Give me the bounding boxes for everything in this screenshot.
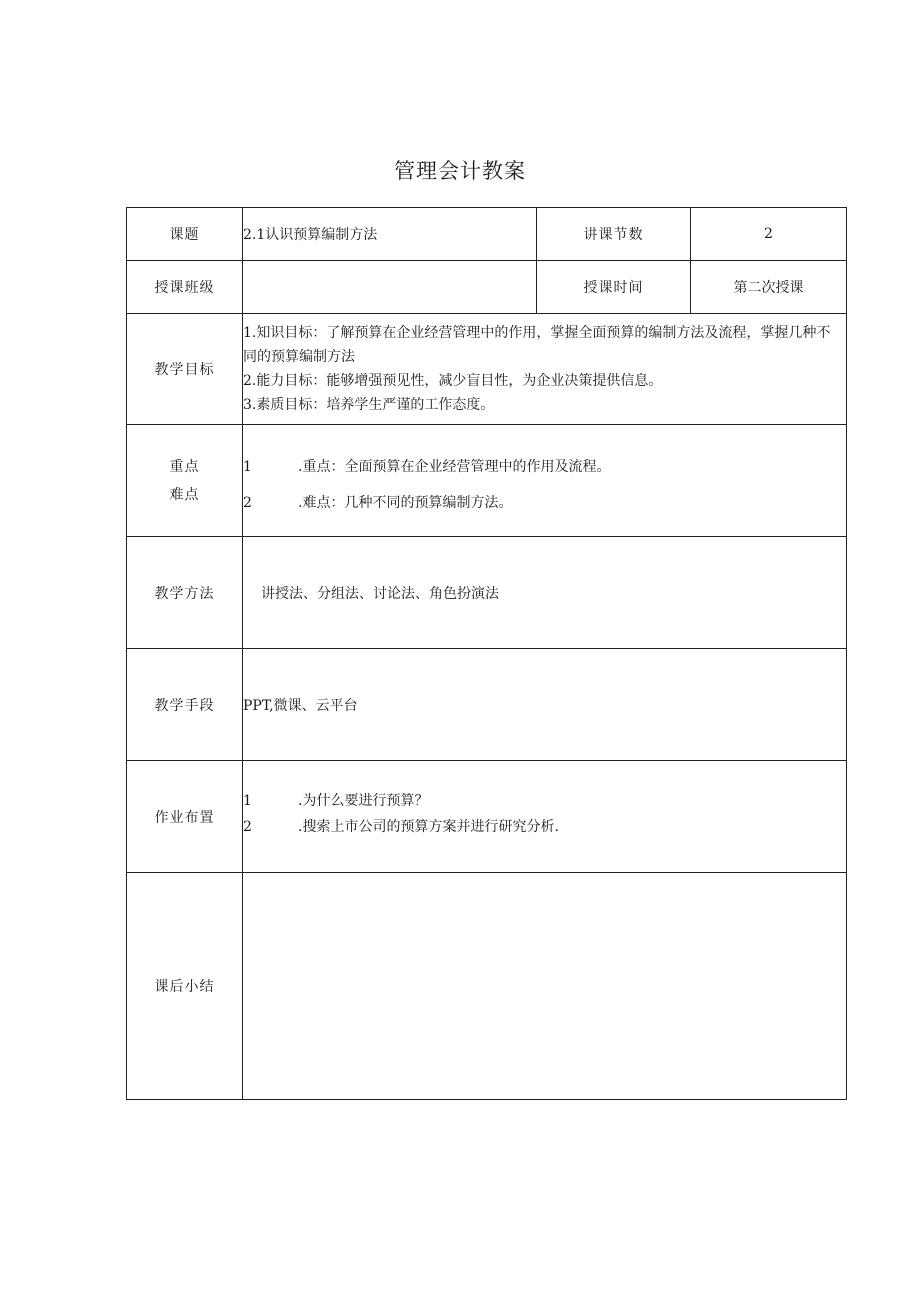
table-row-means <box>127 649 847 761</box>
difficult-point-label: 难点 <box>169 486 200 503</box>
method-text: 讲授法、分组法、讨论法、角色扮演法 <box>261 585 499 602</box>
topic-value: 2.1认识预算编制方法 <box>243 208 537 261</box>
objectives-value <box>243 314 847 425</box>
list-item <box>243 493 846 513</box>
topic-label: 课题 <box>127 208 243 261</box>
item-number: 1 <box>243 792 252 809</box>
class-label: 授课班级 <box>127 261 243 314</box>
table-row-topic <box>127 208 847 261</box>
lesson-count-label: 讲课节数 <box>537 208 691 261</box>
item-number: 2 <box>243 494 252 511</box>
item-text: .搜索上市公司的预算方案并进行研究分析. <box>298 818 559 835</box>
key-point-label: 重点 <box>169 458 200 475</box>
homework-value <box>243 761 847 873</box>
table-row-summary <box>127 873 847 1100</box>
list-item <box>243 791 846 811</box>
objective-quality: 3.素质目标：培养学生严谨的工作态度。 <box>243 397 495 413</box>
lesson-count-value: 2 <box>691 208 847 261</box>
item-number: 2 <box>243 818 252 835</box>
objectives-label: 教学目标 <box>127 314 243 425</box>
method-value <box>243 537 847 649</box>
page-title: 管理会计教案 <box>394 159 526 183</box>
table-row-objectives <box>127 314 847 425</box>
key-points-label <box>127 425 243 537</box>
summary-value <box>243 873 847 1100</box>
list-item <box>243 457 846 477</box>
class-value <box>243 261 537 314</box>
means-label: 教学手段 <box>127 649 243 761</box>
lesson-plan-table <box>126 207 847 1100</box>
table-row-key-points <box>127 425 847 537</box>
item-text: .为什么要进行预算？ <box>298 792 429 809</box>
item-number: 1 <box>243 458 252 475</box>
homework-label: 作业布置 <box>127 761 243 873</box>
list-item <box>243 817 846 837</box>
table-row-class <box>127 261 847 314</box>
table-row-method <box>127 537 847 649</box>
objective-ability: 2.能力目标：能够增强预见性，减少盲目性，为企业决策提供信息。 <box>243 373 663 389</box>
method-label: 教学方法 <box>127 537 243 649</box>
time-value: 第二次授课 <box>691 261 847 314</box>
summary-label: 课后小结 <box>127 873 243 1100</box>
item-text: .难点：几种不同的预算编制方法。 <box>298 494 513 511</box>
table-row-homework <box>127 761 847 873</box>
key-points-value <box>243 425 847 537</box>
means-value: PPT,微课、云平台 <box>243 649 847 761</box>
item-text: .重点：全面预算在企业经营管理中的作用及流程。 <box>298 458 611 475</box>
objective-knowledge: 1.知识目标：了解预算在企业经营管理中的作用，掌握全面预算的编制方法及流程，掌握几种不同的预算编制方法 <box>243 325 831 365</box>
time-label: 授课时间 <box>537 261 691 314</box>
